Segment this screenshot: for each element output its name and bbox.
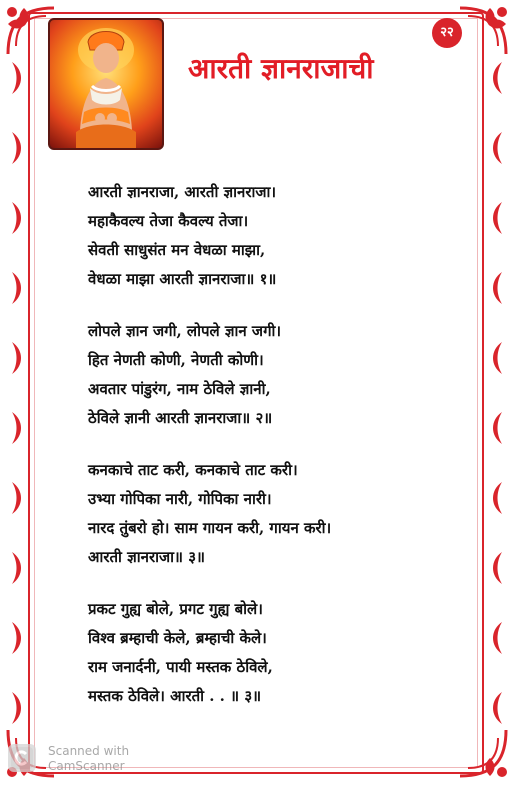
stanza-1 xyxy=(88,178,460,294)
page-number-badge: २२ xyxy=(432,18,462,48)
border-flourish-icon xyxy=(488,690,506,726)
page-title: आरती ज्ञानराजाची xyxy=(188,52,374,85)
stanza-2 xyxy=(88,317,460,433)
border-flourish-icon xyxy=(488,550,506,586)
stanza-line: प्रकट गुह्य बोले, प्रगट गुह्य बोले। xyxy=(88,600,263,618)
stanza-line: मस्तक ठेविले। आरती . . ॥ ३॥ xyxy=(88,687,262,705)
border-flourish-icon xyxy=(8,480,26,516)
camscanner-watermark xyxy=(8,742,158,776)
border-flourish-icon xyxy=(488,480,506,516)
stanza-line: आरती ज्ञानराजा॥ ३॥ xyxy=(88,548,205,566)
stanza-line: राम जनार्दनी, पायी मस्तक ठेविले, xyxy=(88,658,273,676)
aarti-text xyxy=(88,178,460,734)
stanza-3 xyxy=(88,456,460,572)
stanza-line: कनकाचे ताट करी, कनकाचे ताट करी। xyxy=(88,461,298,479)
border-flourish-icon xyxy=(488,130,506,166)
border-flourish-icon xyxy=(8,200,26,236)
border-flourish-icon xyxy=(8,130,26,166)
border-flourish-icon xyxy=(8,60,26,96)
stanza-line: विश्व ब्रम्हाची केले, ब्रम्हाची केले। xyxy=(88,629,267,647)
camscanner-icon xyxy=(8,744,36,772)
watermark-line-1: Scanned with xyxy=(48,744,130,758)
border-flourish-icon xyxy=(8,690,26,726)
border-flourish-icon xyxy=(488,620,506,656)
border-flourish-icon xyxy=(8,410,26,446)
stanza-line: वेधळा माझा आरती ज्ञानराजा॥ १॥ xyxy=(88,270,277,288)
stanza-line: नारद तुंबरो हो। साम गायन करी, गायन करी। xyxy=(88,519,332,537)
border-flourish-icon xyxy=(8,620,26,656)
top-right-ornament-icon xyxy=(454,2,512,64)
stanza-line: उभ्या गोपिका नारी, गोपिका नारी। xyxy=(88,490,272,508)
stanza-line: आरती ज्ञानराजा, आरती ज्ञानराजा। xyxy=(88,183,277,201)
watermark-line-2: CamScanner xyxy=(48,759,125,773)
border-flourish-icon xyxy=(8,550,26,586)
border-flourish-icon xyxy=(488,340,506,376)
border-flourish-icon xyxy=(488,60,506,96)
border-flourish-icon xyxy=(488,200,506,236)
stanza-line: लोपले ज्ञान जगी, लोपले ज्ञान जगी। xyxy=(88,322,282,340)
stanza-line: अवतार पांडुरंग, नाम ठेविले ज्ञानी, xyxy=(88,380,271,398)
stanza-line: महाकैवल्य तेजा कैवल्य तेजा। xyxy=(88,212,249,230)
border-flourish-icon xyxy=(488,270,506,306)
border-flourish-icon xyxy=(8,340,26,376)
stanza-line: हित नेणती कोणी, नेणती कोणी। xyxy=(88,351,264,369)
stanza-line: ठेविले ज्ञानी आरती ज्ञानराजा॥ २॥ xyxy=(88,409,273,427)
border-flourish-icon xyxy=(8,270,26,306)
stanza-4 xyxy=(88,595,460,711)
border-flourish-icon xyxy=(488,410,506,446)
saint-portrait-icon xyxy=(48,18,164,150)
bottom-right-ornament-icon xyxy=(454,724,512,786)
stanza-line: सेवती साधुसंत मन वेधळा माझा, xyxy=(88,241,266,259)
